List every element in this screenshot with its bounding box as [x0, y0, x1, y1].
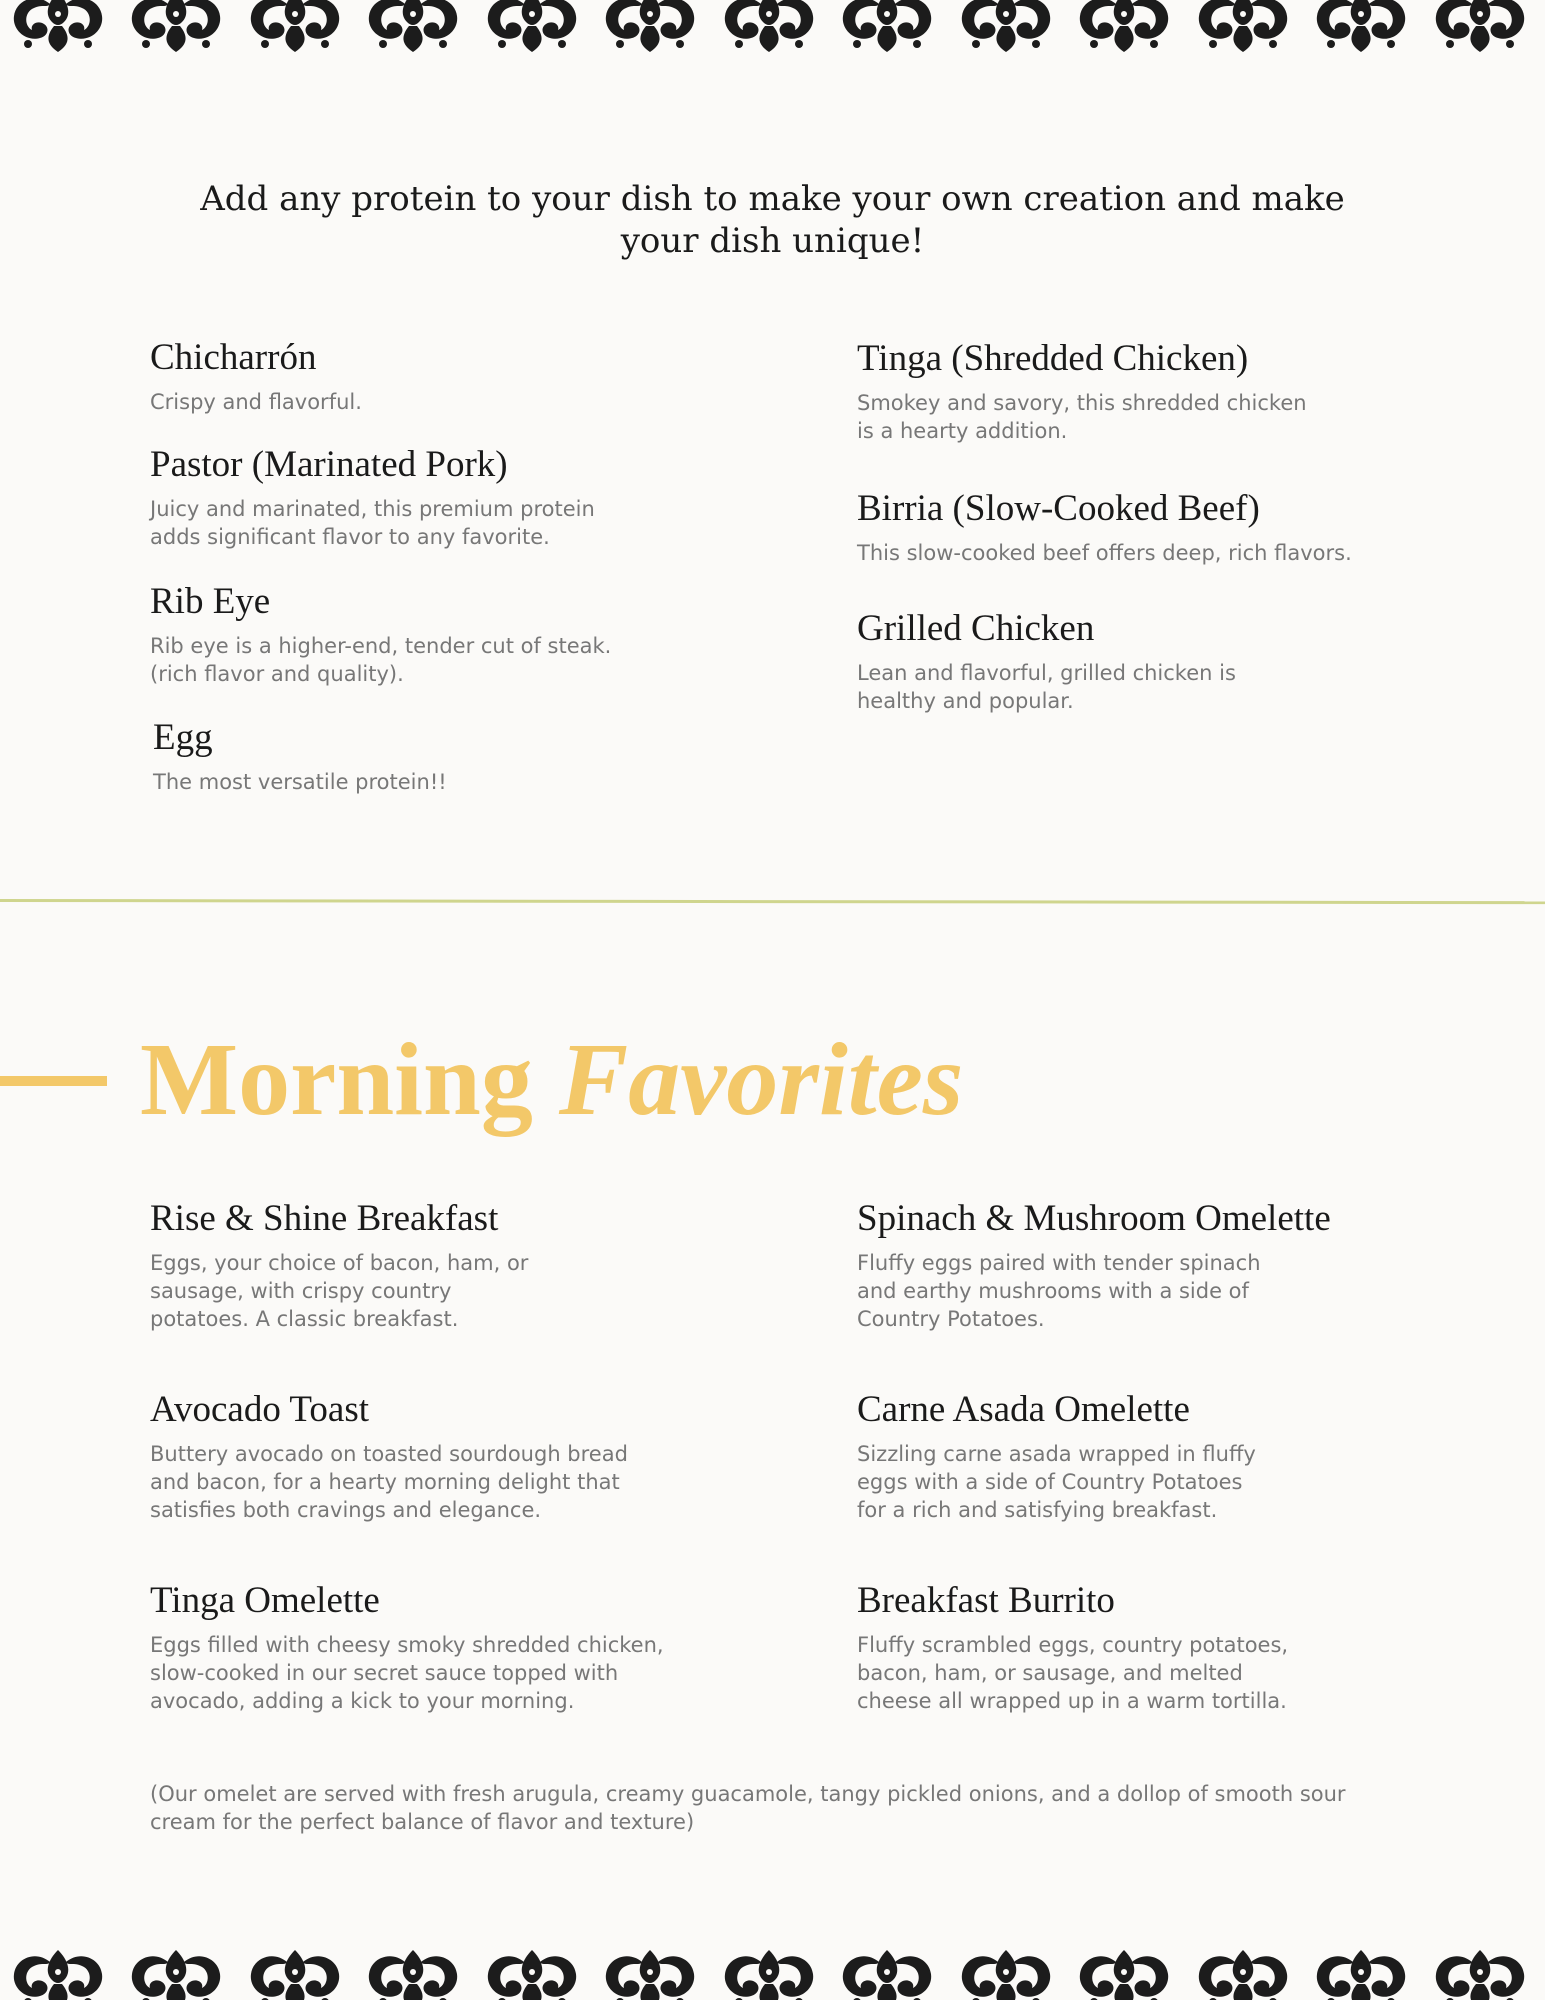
item-name: Pastor (Marinated Pork): [150, 444, 508, 485]
menu-item: [150, 1388, 628, 1524]
protein-item: [150, 580, 611, 688]
protein-item: [150, 336, 362, 416]
section-title: [140, 1020, 963, 1140]
item-desc: Juicy and marinated, this premium protein adds significant flavor to any favorite.: [150, 497, 595, 549]
protein-item: [857, 487, 1352, 567]
item-name: Chicharrón: [150, 337, 317, 378]
damask-border-icon: [0, 0, 1545, 60]
item-name: Egg: [153, 717, 213, 758]
item-name: Carne Asada Omelette: [857, 1389, 1190, 1430]
top-ornament-border: [0, 0, 1545, 60]
item-desc: Smokey and savory, this shredded chicken is a hearty addition.: [857, 391, 1307, 443]
item-name: Rib Eye: [150, 581, 271, 622]
footnote: (Our omelet are served with fresh arugula, creamy guacamole, tangy pickled onions, and a dollop of smooth sour cream for the perfect balance of flavor and texture): [150, 1782, 1346, 1834]
section-title-main: Morning: [140, 1022, 533, 1137]
intro-text: Add any protein to your dish to make your own creation and make your dish unique!: [200, 179, 1345, 261]
title-dash: [0, 1076, 107, 1086]
item-desc: Sizzling carne asada wrapped in fluffy eggs with a side of Country Potatoes for a rich and satisfying breakfast.: [857, 1442, 1256, 1522]
item-desc: Rib eye is a higher-end, tender cut of steak. (rich flavor and quality).: [150, 634, 612, 686]
menu-item: [150, 1579, 664, 1715]
item-desc: The most versatile protein!!: [153, 770, 447, 794]
protein-item: [150, 443, 595, 551]
item-name: Grilled Chicken: [857, 608, 1095, 649]
protein-item: [857, 607, 1236, 715]
section-title-accent: Favorites: [558, 1022, 964, 1137]
item-desc: Lean and flavorful, grilled chicken is healthy and popular.: [857, 661, 1236, 713]
menu-item: [150, 1197, 528, 1333]
damask-border-icon: [0, 1940, 1545, 2000]
item-name: Spinach & Mushroom Omelette: [857, 1198, 1331, 1239]
menu-item: [857, 1197, 1331, 1333]
section-divider: [0, 899, 1545, 904]
item-desc: Buttery avocado on toasted sourdough bread and bacon, for a hearty morning delight that satisfies both cravings and elegance.: [150, 1442, 628, 1522]
item-name: Breakfast Burrito: [857, 1580, 1115, 1621]
protein-item: [857, 337, 1307, 445]
menu-item: [857, 1388, 1256, 1524]
item-name: Tinga Omelette: [150, 1580, 380, 1621]
item-name: Avocado Toast: [150, 1389, 370, 1430]
item-desc: Eggs filled with cheesy smoky shredded chicken, slow-cooked in our secret sauce topped with avocado, adding a kick to your morning.: [150, 1633, 664, 1713]
menu-item: [857, 1579, 1288, 1715]
item-name: Tinga (Shredded Chicken): [857, 338, 1249, 379]
item-desc: Fluffy scrambled eggs, country potatoes, bacon, ham, or sausage, and melted cheese all wrapped up in a warm tortilla.: [857, 1633, 1289, 1713]
protein-item: [153, 716, 447, 796]
item-desc: Crispy and flavorful.: [150, 390, 362, 414]
item-name: Rise & Shine Breakfast: [150, 1198, 499, 1239]
item-desc: Fluffy eggs paired with tender spinach and earthy mushrooms with a side of Country Potatoes.: [857, 1251, 1261, 1331]
item-name: Birria (Slow-Cooked Beef): [857, 488, 1260, 529]
bottom-ornament-border: [0, 1940, 1545, 2000]
item-desc: This slow-cooked beef offers deep, rich flavors.: [857, 541, 1352, 565]
item-desc: Eggs, your choice of bacon, ham, or sausage, with crispy country potatoes. A classic breakfast.: [150, 1251, 529, 1331]
